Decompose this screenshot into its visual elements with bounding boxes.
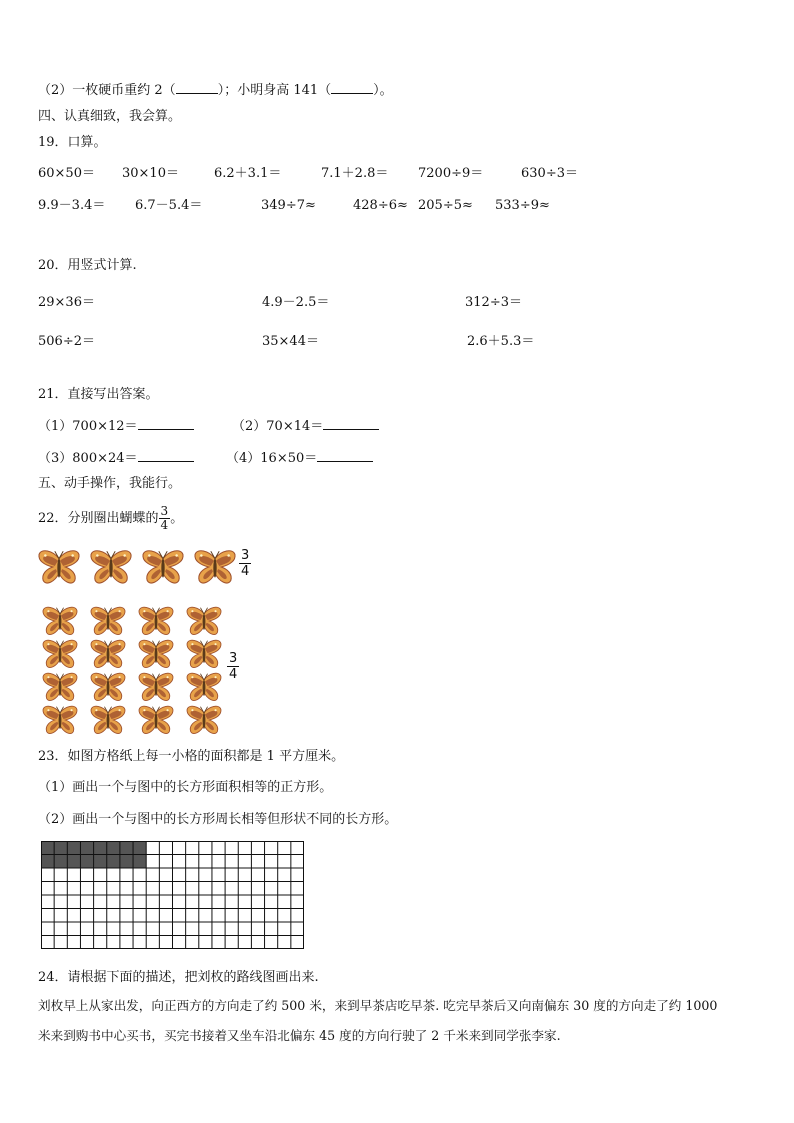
q19-item: 9.9－3.4＝: [38, 198, 106, 213]
answer-blank[interactable]: [317, 461, 373, 462]
butterfly-icon[interactable]: [40, 638, 80, 670]
butterfly-icon[interactable]: [184, 704, 224, 736]
square-grid-paper[interactable]: [41, 841, 304, 949]
butterfly-icon[interactable]: [184, 605, 224, 637]
q19-item: 60×50＝: [38, 166, 95, 181]
q22-title-fraction: [159, 505, 171, 532]
q20-item: 4.9－2.5＝: [262, 295, 330, 310]
q21-title: 21．直接写出答案。: [38, 387, 159, 402]
answer-blank[interactable]: [323, 429, 379, 430]
q23-title: 23．如图方格纸上每一小格的面积都是 1 平方厘米。: [38, 749, 345, 764]
q24-line-1: 刘枚早上从家出发，向正西方的方向走了约 500 米，来到早茶店吃早茶. 吃完早茶后又向南偏东 30 度的方向走了约 1000: [38, 998, 718, 1013]
q19-item: 30×10＝: [122, 166, 179, 181]
butterfly-icon[interactable]: [88, 605, 128, 637]
q18-part2-line: [38, 83, 393, 99]
q19-item: 6.2＋3.1＝: [214, 166, 282, 181]
q20-item: 29×36＝: [38, 295, 95, 310]
section-4-heading: 四、认真细致，我会算。: [38, 109, 182, 124]
butterfly-icon[interactable]: [88, 671, 128, 703]
q19-item: 349÷7≈: [261, 198, 316, 213]
fraction-denominator: 4: [160, 518, 169, 532]
q20-item: 35×44＝: [262, 334, 319, 349]
butterfly-icon[interactable]: [194, 548, 236, 586]
butterfly-icon[interactable]: [136, 704, 176, 736]
fraction-denominator: 4: [229, 667, 238, 682]
q19-item: 7200÷9＝: [418, 166, 484, 181]
q20-title: 20．用竖式计算.: [38, 258, 137, 273]
butterfly-icon[interactable]: [184, 638, 224, 670]
q24-title: 24．请根据下面的描述，把刘枚的路线图画出来.: [38, 970, 319, 985]
q23-part1: （1）画出一个与图中的长方形面积相等的正方形。: [38, 780, 333, 795]
butterfly-icon[interactable]: [38, 548, 80, 586]
butterfly-icon[interactable]: [184, 671, 224, 703]
q21-item-4: [226, 451, 373, 467]
fraction-numerator: 3: [160, 504, 169, 518]
q19-item: 6.7－5.4＝: [135, 198, 203, 213]
q23-part2: （2）画出一个与图中的长方形周长相等但形状不同的长方形。: [38, 812, 398, 827]
q19-item: 533÷9≈: [495, 198, 550, 213]
q20-item: 506÷2＝: [38, 334, 95, 349]
butterfly-icon[interactable]: [88, 704, 128, 736]
q19-title: 19．口算。: [38, 135, 107, 150]
butterfly-icon[interactable]: [40, 704, 80, 736]
q19-item: 7.1＋2.8＝: [321, 166, 389, 181]
q22-title-text: 22．分别圈出蝴蝶的: [38, 511, 159, 526]
butterfly-icon[interactable]: [136, 638, 176, 670]
q20-item: 2.6＋5.3＝: [467, 334, 535, 349]
butterfly-icon[interactable]: [136, 605, 176, 637]
q21-item-3: [38, 451, 194, 467]
fraction-denominator: 4: [241, 564, 250, 579]
q21-item-label: （2）70×14＝: [232, 419, 324, 434]
answer-blank[interactable]: [138, 461, 194, 462]
q21-item-label: （4）16×50＝: [226, 451, 318, 466]
butterfly-icon[interactable]: [90, 548, 132, 586]
butterfly-icon[interactable]: [142, 548, 184, 586]
q20-item: 312÷3＝: [465, 295, 522, 310]
q21-item-1: [38, 419, 194, 435]
butterfly-icon[interactable]: [40, 605, 80, 637]
q24-line-2: 米来到购书中心买书，买完书接着又坐车沿北偏东 45 度的方向行驶了 2 千米来到同学张李家.: [38, 1028, 561, 1043]
q21-item-2: [232, 419, 379, 435]
fraction-numerator: 3: [241, 548, 250, 563]
fraction-numerator: 3: [229, 651, 238, 666]
butterfly-icon[interactable]: [88, 638, 128, 670]
q22-title: [38, 505, 183, 533]
butterfly-icon[interactable]: [136, 671, 176, 703]
q18-part2-middle: ）；小明身高 141（: [217, 83, 332, 98]
answer-blank[interactable]: [138, 429, 194, 430]
section-5-heading: 五、动手操作，我能行。: [38, 476, 182, 491]
q19-item: 630÷3＝: [521, 166, 578, 181]
q18-part2-prefix: （2）一枚硬币重约 2（: [38, 83, 176, 98]
answer-blank[interactable]: [331, 93, 373, 94]
butterfly-icon[interactable]: [40, 671, 80, 703]
group-1-fraction: [239, 548, 251, 579]
q19-item: 428÷6≈: [353, 198, 408, 213]
group-2-fraction: [227, 651, 239, 682]
q21-item-label: （3）800×24＝: [38, 451, 138, 466]
q19-item: 205÷5≈: [418, 198, 473, 213]
q18-part2-suffix: ）。: [373, 83, 393, 98]
q21-item-label: （1）700×12＝: [38, 419, 138, 434]
answer-blank[interactable]: [176, 93, 218, 94]
q22-title-end: 。: [170, 511, 184, 526]
